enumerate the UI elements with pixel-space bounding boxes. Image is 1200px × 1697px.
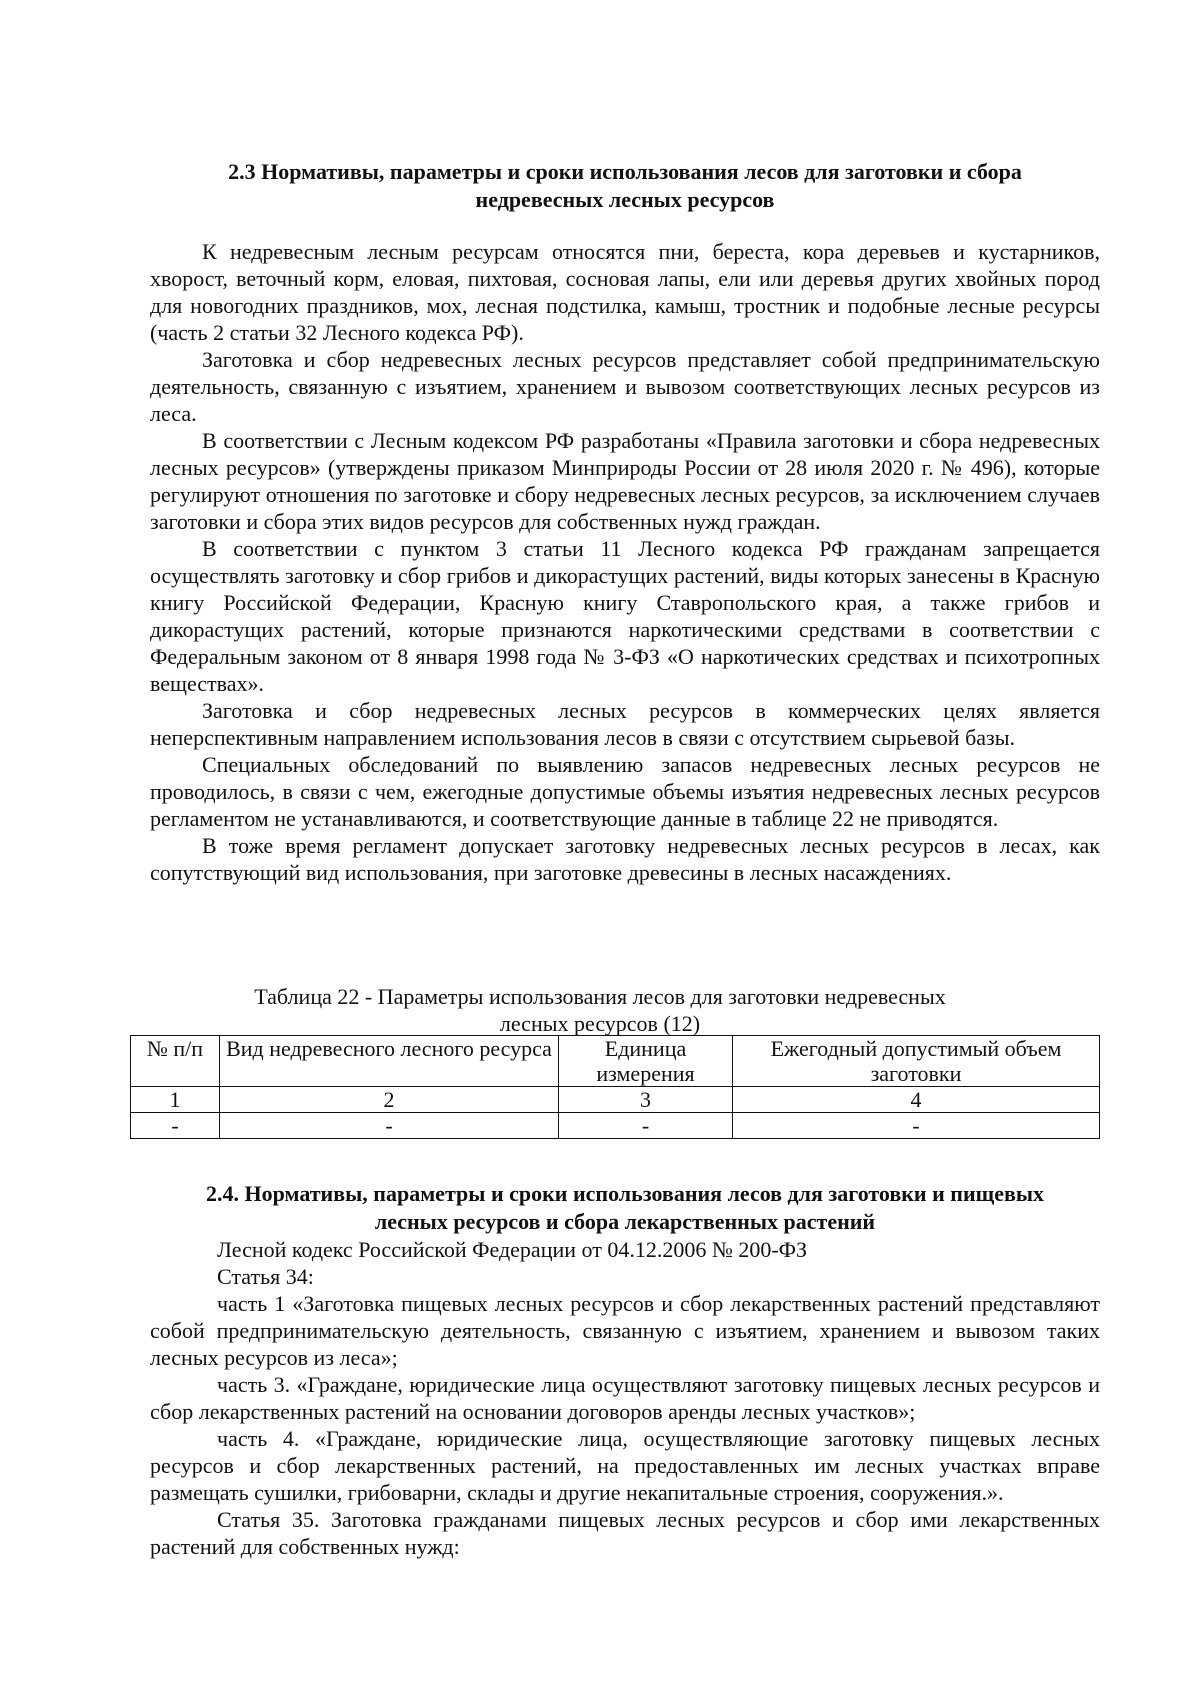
table-cell: - bbox=[131, 1113, 220, 1139]
section-2-4-title bbox=[150, 1180, 1100, 1236]
table-row bbox=[131, 1113, 1100, 1139]
table-header-row bbox=[131, 1036, 1100, 1087]
article-34-part-1: часть 1 «Заготовка пищевых лесных ресурсов и сбор лекарственных растений представляют собой предпринимательскую деятельность, связанную с изъятием, хранением и вывозом таких лесных ресурсов из леса»; bbox=[150, 1291, 1100, 1370]
section-2-3-title-line2: недревесных лесных ресурсов bbox=[475, 187, 775, 212]
table-cell: - bbox=[559, 1113, 733, 1139]
header-cell-unit: Единица измерения bbox=[559, 1036, 733, 1087]
section-2-3-title bbox=[150, 158, 1100, 214]
paragraph: Заготовка и сбор недревесных лесных ресурсов в коммерческих целях является неперспективным направлением использования лесов в связи с отсутствием сырьевой базы. bbox=[150, 698, 1100, 750]
article-35: Статья 35. Заготовка гражданами пищевых лесных ресурсов и сбор ими лекарственных растений для собственных нужд: bbox=[150, 1507, 1100, 1559]
paragraph: В тоже время регламент допускает заготовку недревесных лесных ресурсов в лесах, как сопутствующий вид использования, при заготовке древесины в лесных насаждениях. bbox=[150, 833, 1100, 885]
article-34-part-4: часть 4. «Граждане, юридические лица, осуществляющие заготовку пищевых лесных ресурсов и сбор лекарственных растений, на предоставленных им лесных участках вправе размещать сушилки, грибоварни, склады и другие некапитальные строения, сооружения.». bbox=[150, 1426, 1100, 1505]
section-2-3-title-line1: 2.3 Нормативы, параметры и сроки использования лесов для заготовки и сбора bbox=[228, 159, 1022, 184]
table-cell: - bbox=[733, 1113, 1100, 1139]
paragraph: В соответствии с Лесным кодексом РФ разработаны «Правила заготовки и сбора недревесных лесных ресурсов» (утверждены приказом Минприроды России от 28 июля 2020 г. № 496), которые регулируют отношения по заготовке и сбору недревесных лесных ресурсов, за исключением случаев заготовки и сбора этих видов ресурсов для собственных нужд граждан. bbox=[150, 428, 1100, 534]
table-cell: 1 bbox=[131, 1087, 220, 1113]
paragraph: Заготовка и сбор недревесных лесных ресурсов представляет собой предпринимательскую деятельность, связанную с изъятием, хранением и вывозом соответствующих лесных ресурсов из леса. bbox=[150, 347, 1100, 426]
table-caption-line2: лесных ресурсов (12) bbox=[499, 1011, 701, 1036]
table-cell: - bbox=[220, 1113, 559, 1139]
section-2-4-body bbox=[150, 1236, 1100, 1560]
article-34-part-3: часть 3. «Граждане, юридические лица осуществляют заготовку пищевых лесных ресурсов и сбор лекарственных растений на основании договоров аренды лесных участков»; bbox=[150, 1372, 1100, 1424]
header-cell-resource: Вид недревесного лесного ресурса bbox=[220, 1036, 559, 1087]
section-2-4-title-line2: лесных ресурсов и сбора лекарственных растений bbox=[374, 1209, 876, 1234]
section-2-3-body bbox=[150, 238, 1100, 886]
law-reference: Лесной кодекс Российской Федерации от 04.12.2006 № 200-ФЗ bbox=[217, 1237, 808, 1262]
table-22-caption bbox=[150, 983, 1050, 1037]
table-cell: 4 bbox=[733, 1087, 1100, 1113]
section-2-4-title-line1: 2.4. Нормативы, параметры и сроки использования лесов для заготовки и пищевых bbox=[205, 1181, 1045, 1206]
paragraph: В соответствии с пунктом 3 статьи 11 Лесного кодекса РФ гражданам запрещается осуществлять заготовку и сбор грибов и дикорастущих растений, виды которых занесены в Красную книгу Российской Федерации, Красную книгу Ставропольского края, а также грибов и дикорастущих растений, которые признаются наркотическими средствами в соответствии с Федеральным законом от 8 января 1998 года № 3-ФЗ «О наркотических средствах и психотропных веществах». bbox=[150, 536, 1100, 696]
header-cell-volume: Ежегодный допустимый объем заготовки bbox=[733, 1036, 1100, 1087]
paragraph: К недревесным лесным ресурсам относятся пни, береста, кора деревьев и кустарников, хворост, веточный корм, еловая, пихтовая, сосновая лапы, ели или деревья других хвойных пород для новогодних праздников, мох, лесная подстилка, камыш, тростник и подобные лесные ресурсы (часть 2 статьи 32 Лесного кодекса РФ). bbox=[150, 239, 1100, 345]
table-cell: 2 bbox=[220, 1087, 559, 1113]
table-caption-line1: Таблица 22 - Параметры использования лесов для заготовки недревесных bbox=[254, 984, 946, 1009]
table-cell: 3 bbox=[559, 1087, 733, 1113]
table-numbering-row bbox=[131, 1087, 1100, 1113]
header-cell-number: № п/п bbox=[131, 1036, 220, 1087]
article-34-label: Статья 34: bbox=[217, 1264, 314, 1289]
table-22 bbox=[130, 1035, 1100, 1139]
paragraph: Специальных обследований по выявлению запасов недревесных лесных ресурсов не проводилось, в связи с чем, ежегодные допустимые объемы изъятия недревесных лесных ресурсов регламентом не устанавливаются, и соответствующие данные в таблице 22 не приводятся. bbox=[150, 752, 1100, 831]
